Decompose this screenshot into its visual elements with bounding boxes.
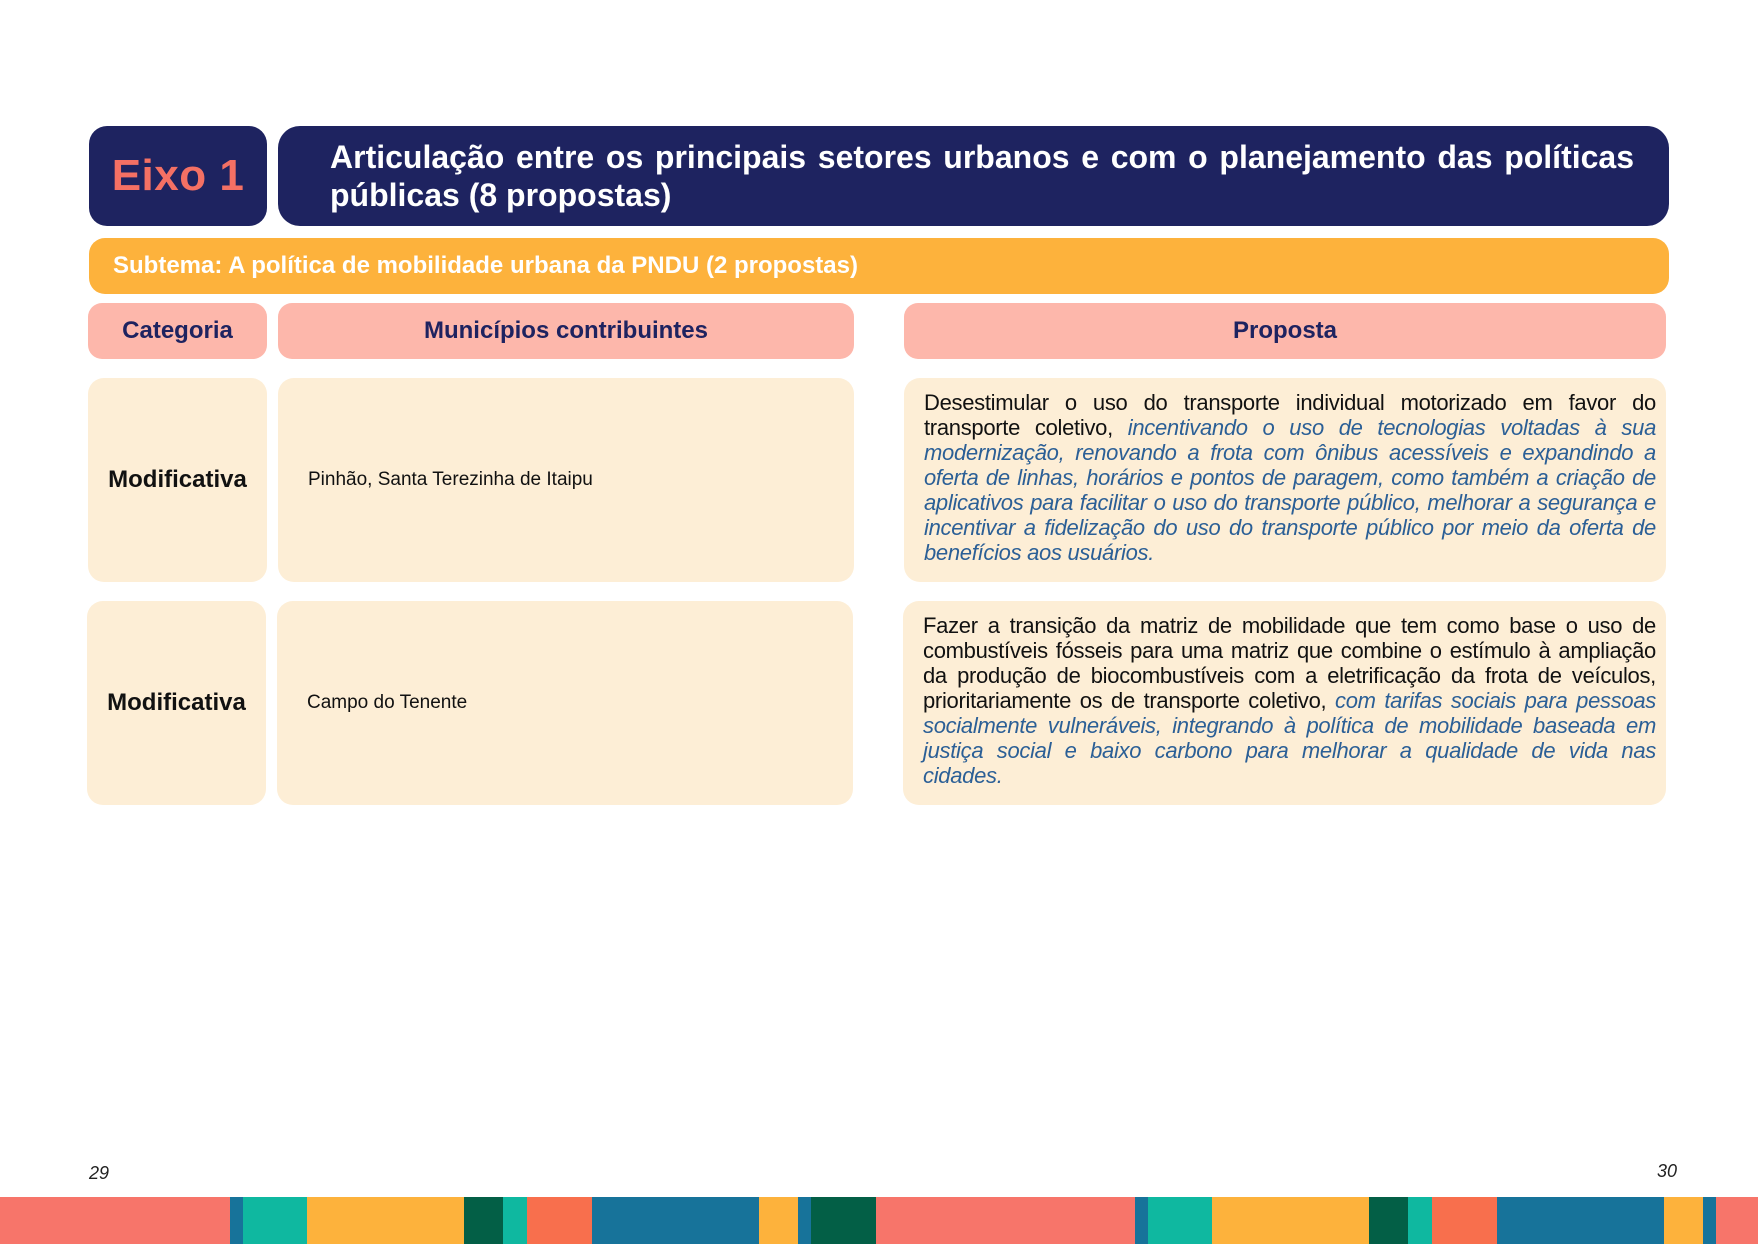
column-header-municipios [278,303,854,359]
table-row-1-proposta [904,378,1666,582]
column-header-label: Municípios contribuintes [423,317,708,344]
table-row-1-categoria [88,378,267,582]
column-header-label: Proposta [1232,317,1337,344]
eixo-label: Eixo 1 [111,151,245,200]
page-number-right: 30 [1657,1161,1678,1181]
eixo-title-bar [278,126,1669,226]
municipios-value: Campo do Tenente [307,692,468,713]
column-header-proposta [904,303,1666,359]
page-number-left: 29 [89,1163,110,1183]
column-header-label: Categoria [122,317,233,344]
proposta-text [924,390,1656,565]
proposta-plain-text: Desestimular o uso do transporte individual motorizado em favor do transporte coletivo, [924,390,1656,440]
proposta-plain-text: Fazer a transição da matriz de mobilidade que tem como base o uso de combustíveis fósseis para uma matriz que combine o estímulo à ampliação da produção de biocombustíveis com a eletrificação da frota de veículos, prioritariamente os de transporte coletivo, [923,613,1656,713]
categoria-value: Modificativa [107,689,246,716]
proposta-italic-text: com tarifas sociais para pessoas socialmente vulneráveis, integrando à política de mobilidade baseada em justiça social e baixo carbono para melhorar a qualidade de vida nas cidades. [923,688,1656,788]
table-row-1-municipios [278,378,854,582]
proposta-italic-text: incentivando o uso de tecnologias voltadas à sua modernização, renovando a frota com ônibus acessíveis e expandindo a oferta de linhas, horários e pontos de paragem, como também a criação de aplicativos para facilitar o uso do transporte público, melhorar a segurança e incentivar a fidelização do uso do transporte público por meio da oferta de benefícios aos usuários. [924,415,1657,565]
column-header-categoria [88,303,267,359]
municipios-value: Pinhão, Santa Terezinha de Itaipu [308,469,593,490]
decorative-color-stripe [0,1197,1758,1244]
categoria-value: Modificativa [108,466,247,493]
subtema-title: Subtema: A política de mobilidade urbana da PNDU (2 propostas) [113,252,858,279]
subtema-bar [89,238,1669,294]
table-row-2-municipios [277,601,853,805]
eixo-badge [89,126,267,226]
eixo-title: Articulação entre os principais setores urbanos e com o planejamento das políticas públicas (8 propostas) [330,139,1634,213]
table-row-2-proposta [903,601,1666,805]
proposta-text [923,613,1656,788]
table-row-2-categoria [87,601,266,805]
